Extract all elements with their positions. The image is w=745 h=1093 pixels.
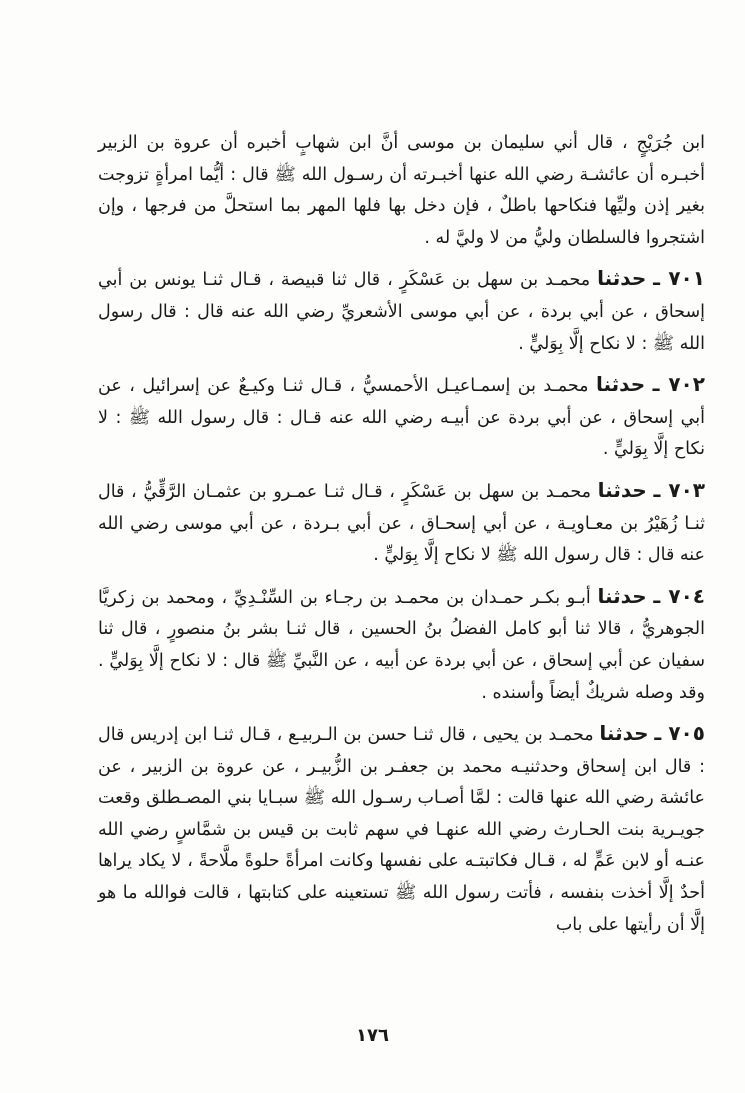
hadith-header: حدثنا xyxy=(599,721,649,746)
hadith-number: ٧٠٤ ـ xyxy=(653,583,705,608)
hadith-702 xyxy=(98,369,705,466)
hadith-number: ٧٠٥ ـ xyxy=(654,721,705,746)
paragraph-text: ابن جُرَيْجٍ ، قال أني سليمان بن موسى أنَّ ابن شهابٍ أخبره أن عروة بن الزبير أخبـره أن عائشـة رضي الله عنها أخبـرته أن رسـول الله ﷺ قال : أيُّما امرأةٍ تزوجت بغير إذن وليِّها فنكاحها باطلٌ ، فإن دخل بها فلها المهر بما استحلَّ من فرجها ، وإن اشتجروا فالسلطان وليُّ من لا وليَّ له . xyxy=(98,133,705,248)
hadith-header: حدثنا xyxy=(597,477,647,502)
paragraph-text: محمـد بن إسمـاعيـل الأحمسيُّ ، قـال ثنـا وكيـعٌ عن إسرائيل ، عن أبي إسحاق ، عن أبي بردة عن أبيـه رضي الله عنه قـال : قال رسول الله ﷺ : لا نكاح إلَّا بِوَليٍّ . xyxy=(98,376,705,460)
paragraph-text: أبـو بكـر حمـدان بن محمـد بن رجـاء بن السِّنْـدِيِّ ، ومحمد بن زكريَّا الجوهريُّ ، قالا ثنا أبو كامل الفضلُ بنُ الحسين ، قال ثنـا بشر بنُ منصورٍ ، قال ثنا سفيان عن أبي إسحاق ، عن أبي بردة عن أبيه ، عن النَّبيِّ ﷺ قال : لا نكاح إلَّا بِوَليٍّ . وقد وصله شريكٌ أيضاً وأسنده . xyxy=(98,587,705,703)
paragraph-text: محمـد بن يحيى ، قال ثنـا حسن بن الـربيـع ، قـال ثنـا ابن إدريس قال : قال ابن إسحاق وحدثنيـه محمد بن جعفـر بن الزُّبيـر ، عن عروة بن الزبير ، عن عائشة رضي الله عنها قالت : لمَّا أصـاب رسـول الله ﷺ سبـايا بني المصـطلق وقعت جويـرية بنت الحـارث رضي الله عنهـا في سهم ثابت بن قيس بن شمَّاسٍ رضي الله عنـه أو لابن عَمٍّ له ، قـال فكاتبتـه على نفسها وكانت امرأةً حلوةً ملَّاحةً ، لا يكاد يراها أحدٌ إلَّا أخذت بنفسه ، فأتت رسول الله ﷺ تستعينه على كتابتها ، قالت فوالله ما هو إلَّا أن رأيتها على باب xyxy=(98,725,705,935)
hadith-number: ٧٠١ ـ xyxy=(653,266,705,291)
hadith-header: حدثنا xyxy=(597,266,647,291)
hadith-701 xyxy=(98,263,705,360)
page-number: ١٧٦ xyxy=(356,1025,389,1046)
hadith-header: حدثنا xyxy=(596,372,646,397)
hadith-number: ٧٠٢ ـ xyxy=(652,372,705,397)
hadith-704 xyxy=(98,581,705,709)
paragraph-text: محمـد بن سهل بن عَسْكَرٍ ، قال ثنا قبيصة ، قـال ثنـا يونس بن أبي إسحاق ، عن أبي بردة ، عن أبي موسى الأشعريِّ رضي الله عنه قال : قال رسول الله ﷺ : لا نكاح إلَّا بِوَليٍّ . xyxy=(98,270,705,354)
hadith-text-block xyxy=(98,128,705,941)
hadith-header: حدثنا xyxy=(597,583,647,608)
hadith-number: ٧٠٣ ـ xyxy=(653,477,705,502)
hadith-703 xyxy=(98,475,705,572)
hadith-705 xyxy=(98,718,705,941)
paragraph-text: محمـد بن سهل بن عَسْكَرٍ ، قـال ثنـا عمـرو بن عثمـان الرَّقِّيُّ ، قال ثنـا زُهَيْرُ بن معـاويـة ، عن أبي إسحـاق ، عن أبي بـردة ، عن أبي موسى رضي الله عنه قال : قال رسول الله ﷺ لا نكاح إلَّا بِوَليٍّ . xyxy=(98,481,705,566)
continuation-paragraph xyxy=(98,128,705,254)
